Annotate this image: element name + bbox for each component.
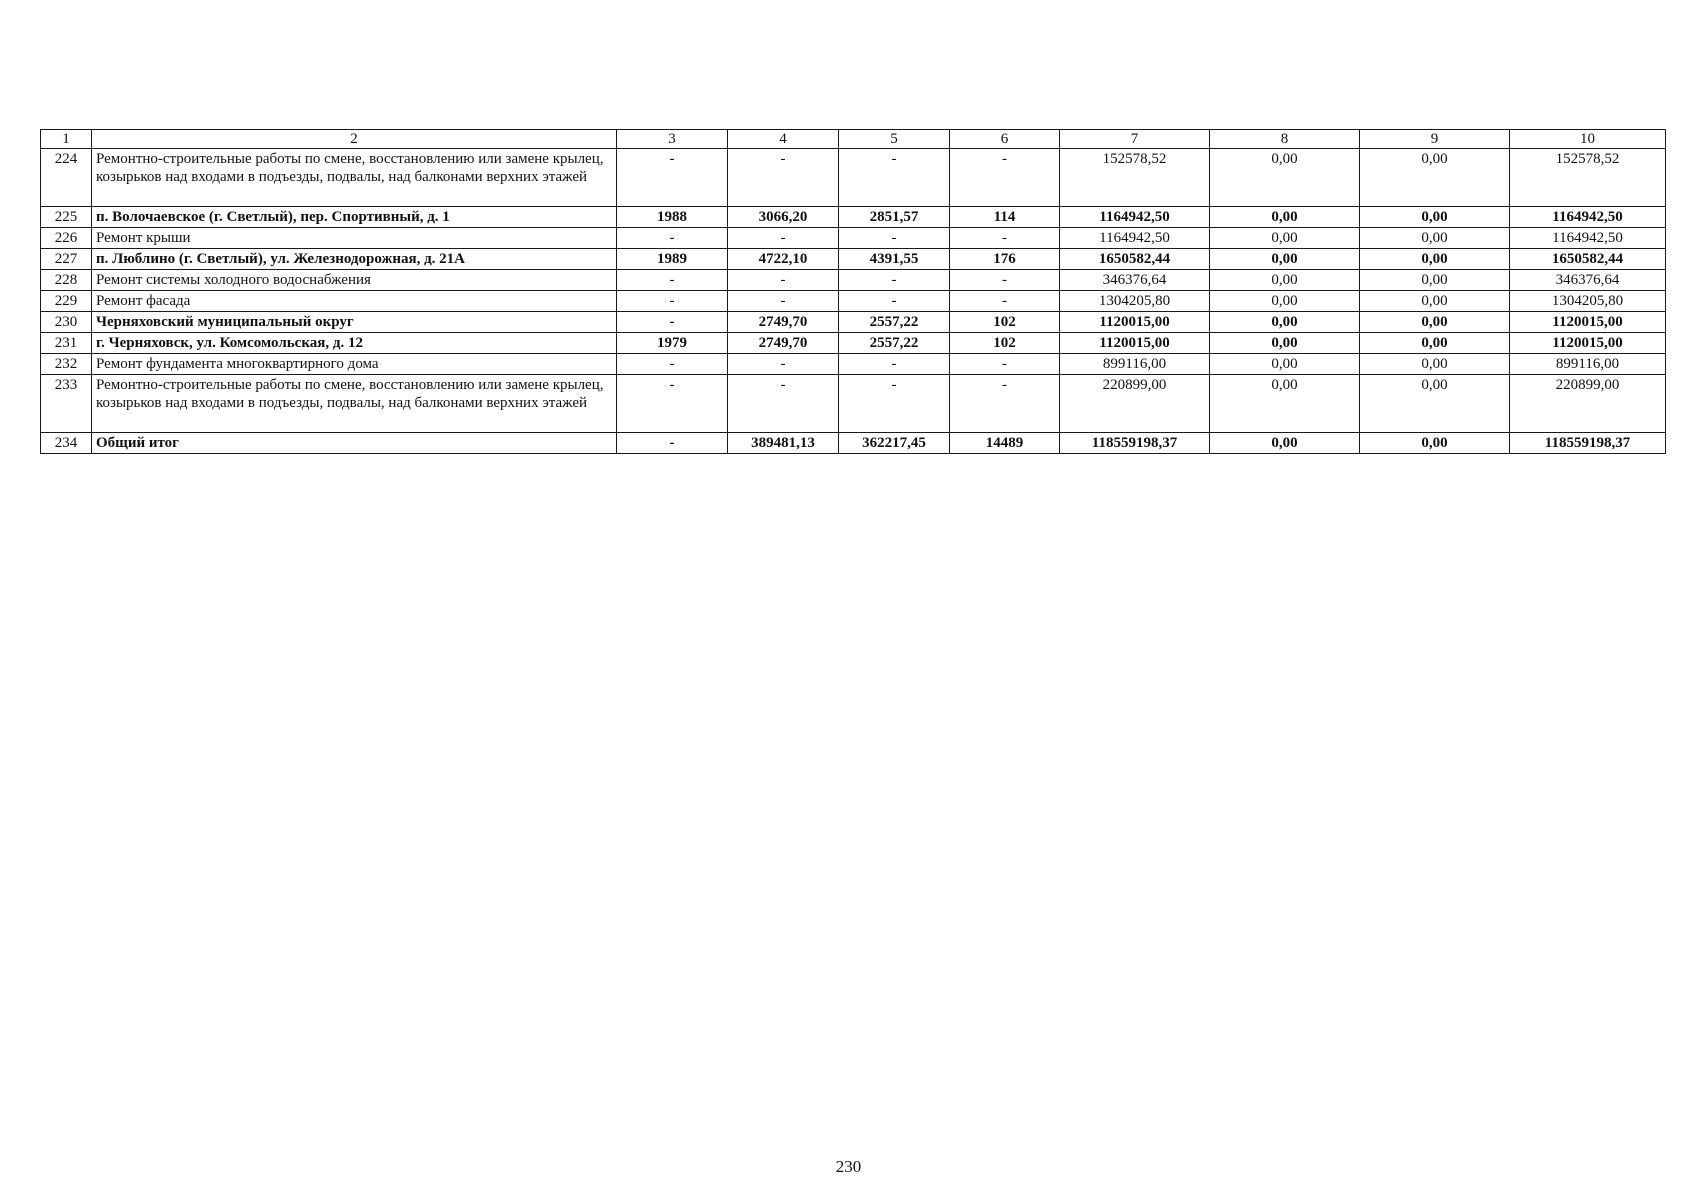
- residents-cell: 102: [950, 333, 1060, 354]
- residents-cell: 14489: [950, 433, 1060, 454]
- cost-total-cell: 220899,00: [1060, 375, 1210, 433]
- row-number: 229: [41, 291, 92, 312]
- cost-owners-cell: 1164942,50: [1510, 228, 1666, 249]
- living-area-cell: 2557,22: [839, 333, 950, 354]
- total-area-cell: 3066,20: [728, 207, 839, 228]
- cost-owners-cell: 1304205,80: [1510, 291, 1666, 312]
- cost-owners-cell: 152578,52: [1510, 149, 1666, 207]
- column-header: 2: [92, 130, 617, 149]
- item-name: Общий итог: [92, 433, 617, 454]
- table-row: [41, 291, 1666, 312]
- total-area-cell: -: [728, 354, 839, 375]
- living-area-cell: -: [839, 291, 950, 312]
- year-cell: 1979: [617, 333, 728, 354]
- row-number: 224: [41, 149, 92, 207]
- cost-total-cell: 346376,64: [1060, 270, 1210, 291]
- repair-program-table: [40, 129, 1666, 454]
- table-row: [41, 207, 1666, 228]
- row-number: 225: [41, 207, 92, 228]
- cost-budget-cell: 0,00: [1360, 375, 1510, 433]
- cost-total-cell: 1164942,50: [1060, 207, 1210, 228]
- table-row: [41, 228, 1666, 249]
- row-number: 230: [41, 312, 92, 333]
- row-number: 231: [41, 333, 92, 354]
- living-area-cell: -: [839, 228, 950, 249]
- cost-budget-cell: 0,00: [1360, 149, 1510, 207]
- cost-fund-cell: 0,00: [1210, 333, 1360, 354]
- cost-budget-cell: 0,00: [1360, 228, 1510, 249]
- table-row: [41, 354, 1666, 375]
- year-cell: 1988: [617, 207, 728, 228]
- total-area-cell: 389481,13: [728, 433, 839, 454]
- cost-fund-cell: 0,00: [1210, 375, 1360, 433]
- residents-cell: 102: [950, 312, 1060, 333]
- item-name: Ремонт фасада: [92, 291, 617, 312]
- table-row: [41, 312, 1666, 333]
- total-area-cell: 2749,70: [728, 333, 839, 354]
- item-name: Ремонтно-строительные работы по смене, восстановлению или замене крылец, козырьков над входами в подъезды, подвалы, над балконами верхних этажей: [92, 149, 617, 207]
- cost-total-cell: 899116,00: [1060, 354, 1210, 375]
- cost-owners-cell: 899116,00: [1510, 354, 1666, 375]
- column-header: 8: [1210, 130, 1360, 149]
- item-name: Ремонт фундамента многоквартирного дома: [92, 354, 617, 375]
- table-row: [41, 149, 1666, 207]
- year-cell: -: [617, 375, 728, 433]
- living-area-cell: 2851,57: [839, 207, 950, 228]
- table-row: [41, 333, 1666, 354]
- cost-budget-cell: 0,00: [1360, 270, 1510, 291]
- column-header: 7: [1060, 130, 1210, 149]
- year-cell: -: [617, 354, 728, 375]
- page-number: 230: [835, 1157, 862, 1176]
- row-number: 228: [41, 270, 92, 291]
- total-area-cell: -: [728, 375, 839, 433]
- row-number: 226: [41, 228, 92, 249]
- table-row: [41, 249, 1666, 270]
- row-number: 232: [41, 354, 92, 375]
- item-name: п. Волочаевское (г. Светлый), пер. Спортивный, д. 1: [92, 207, 617, 228]
- column-header: 5: [839, 130, 950, 149]
- cost-total-cell: 1304205,80: [1060, 291, 1210, 312]
- cost-budget-cell: 0,00: [1360, 433, 1510, 454]
- cost-total-cell: 152578,52: [1060, 149, 1210, 207]
- cost-owners-cell: 1164942,50: [1510, 207, 1666, 228]
- year-cell: -: [617, 149, 728, 207]
- cost-fund-cell: 0,00: [1210, 354, 1360, 375]
- row-number: 233: [41, 375, 92, 433]
- cost-budget-cell: 0,00: [1360, 291, 1510, 312]
- cost-fund-cell: 0,00: [1210, 207, 1360, 228]
- item-name: п. Люблино (г. Светлый), ул. Железнодорожная, д. 21А: [92, 249, 617, 270]
- cost-owners-cell: 346376,64: [1510, 270, 1666, 291]
- cost-fund-cell: 0,00: [1210, 149, 1360, 207]
- table-row: [41, 375, 1666, 433]
- cost-fund-cell: 0,00: [1210, 249, 1360, 270]
- living-area-cell: -: [839, 270, 950, 291]
- total-area-cell: -: [728, 228, 839, 249]
- item-name: г. Черняховск, ул. Комсомольская, д. 12: [92, 333, 617, 354]
- living-area-cell: -: [839, 375, 950, 433]
- column-header: 9: [1360, 130, 1510, 149]
- cost-owners-cell: 1120015,00: [1510, 312, 1666, 333]
- cost-fund-cell: 0,00: [1210, 312, 1360, 333]
- cost-owners-cell: 220899,00: [1510, 375, 1666, 433]
- cost-total-cell: 1120015,00: [1060, 312, 1210, 333]
- column-header: 3: [617, 130, 728, 149]
- residents-cell: -: [950, 270, 1060, 291]
- total-area-cell: -: [728, 291, 839, 312]
- total-area-cell: 2749,70: [728, 312, 839, 333]
- cost-owners-cell: 1120015,00: [1510, 333, 1666, 354]
- cost-total-cell: 1164942,50: [1060, 228, 1210, 249]
- living-area-cell: 362217,45: [839, 433, 950, 454]
- cost-owners-cell: 118559198,37: [1510, 433, 1666, 454]
- table-row: [41, 433, 1666, 454]
- column-header: 6: [950, 130, 1060, 149]
- year-cell: -: [617, 228, 728, 249]
- cost-budget-cell: 0,00: [1360, 333, 1510, 354]
- year-cell: -: [617, 270, 728, 291]
- column-header: 10: [1510, 130, 1666, 149]
- total-area-cell: 4722,10: [728, 249, 839, 270]
- year-cell: 1989: [617, 249, 728, 270]
- cost-budget-cell: 0,00: [1360, 207, 1510, 228]
- table-header-row: [41, 130, 1666, 149]
- total-area-cell: -: [728, 270, 839, 291]
- year-cell: -: [617, 291, 728, 312]
- cost-fund-cell: 0,00: [1210, 270, 1360, 291]
- living-area-cell: -: [839, 354, 950, 375]
- total-area-cell: -: [728, 149, 839, 207]
- year-cell: -: [617, 433, 728, 454]
- cost-owners-cell: 1650582,44: [1510, 249, 1666, 270]
- residents-cell: -: [950, 228, 1060, 249]
- residents-cell: 176: [950, 249, 1060, 270]
- cost-total-cell: 118559198,37: [1060, 433, 1210, 454]
- cost-fund-cell: 0,00: [1210, 228, 1360, 249]
- cost-total-cell: 1120015,00: [1060, 333, 1210, 354]
- item-name: Ремонт крыши: [92, 228, 617, 249]
- residents-cell: -: [950, 375, 1060, 433]
- column-header: 4: [728, 130, 839, 149]
- residents-cell: -: [950, 149, 1060, 207]
- cost-budget-cell: 0,00: [1360, 312, 1510, 333]
- living-area-cell: -: [839, 149, 950, 207]
- item-name: Черняховский муниципальный округ: [92, 312, 617, 333]
- cost-budget-cell: 0,00: [1360, 249, 1510, 270]
- living-area-cell: 2557,22: [839, 312, 950, 333]
- cost-fund-cell: 0,00: [1210, 433, 1360, 454]
- table-row: [41, 270, 1666, 291]
- column-header: 1: [41, 130, 92, 149]
- cost-fund-cell: 0,00: [1210, 291, 1360, 312]
- cost-total-cell: 1650582,44: [1060, 249, 1210, 270]
- residents-cell: 114: [950, 207, 1060, 228]
- residents-cell: -: [950, 291, 1060, 312]
- cost-budget-cell: 0,00: [1360, 354, 1510, 375]
- living-area-cell: 4391,55: [839, 249, 950, 270]
- row-number: 227: [41, 249, 92, 270]
- item-name: Ремонтно-строительные работы по смене, восстановлению или замене крылец, козырьков над входами в подъезды, подвалы, над балконами верхних этажей: [92, 375, 617, 433]
- item-name: Ремонт системы холодного водоснабжения: [92, 270, 617, 291]
- year-cell: -: [617, 312, 728, 333]
- residents-cell: -: [950, 354, 1060, 375]
- row-number: 234: [41, 433, 92, 454]
